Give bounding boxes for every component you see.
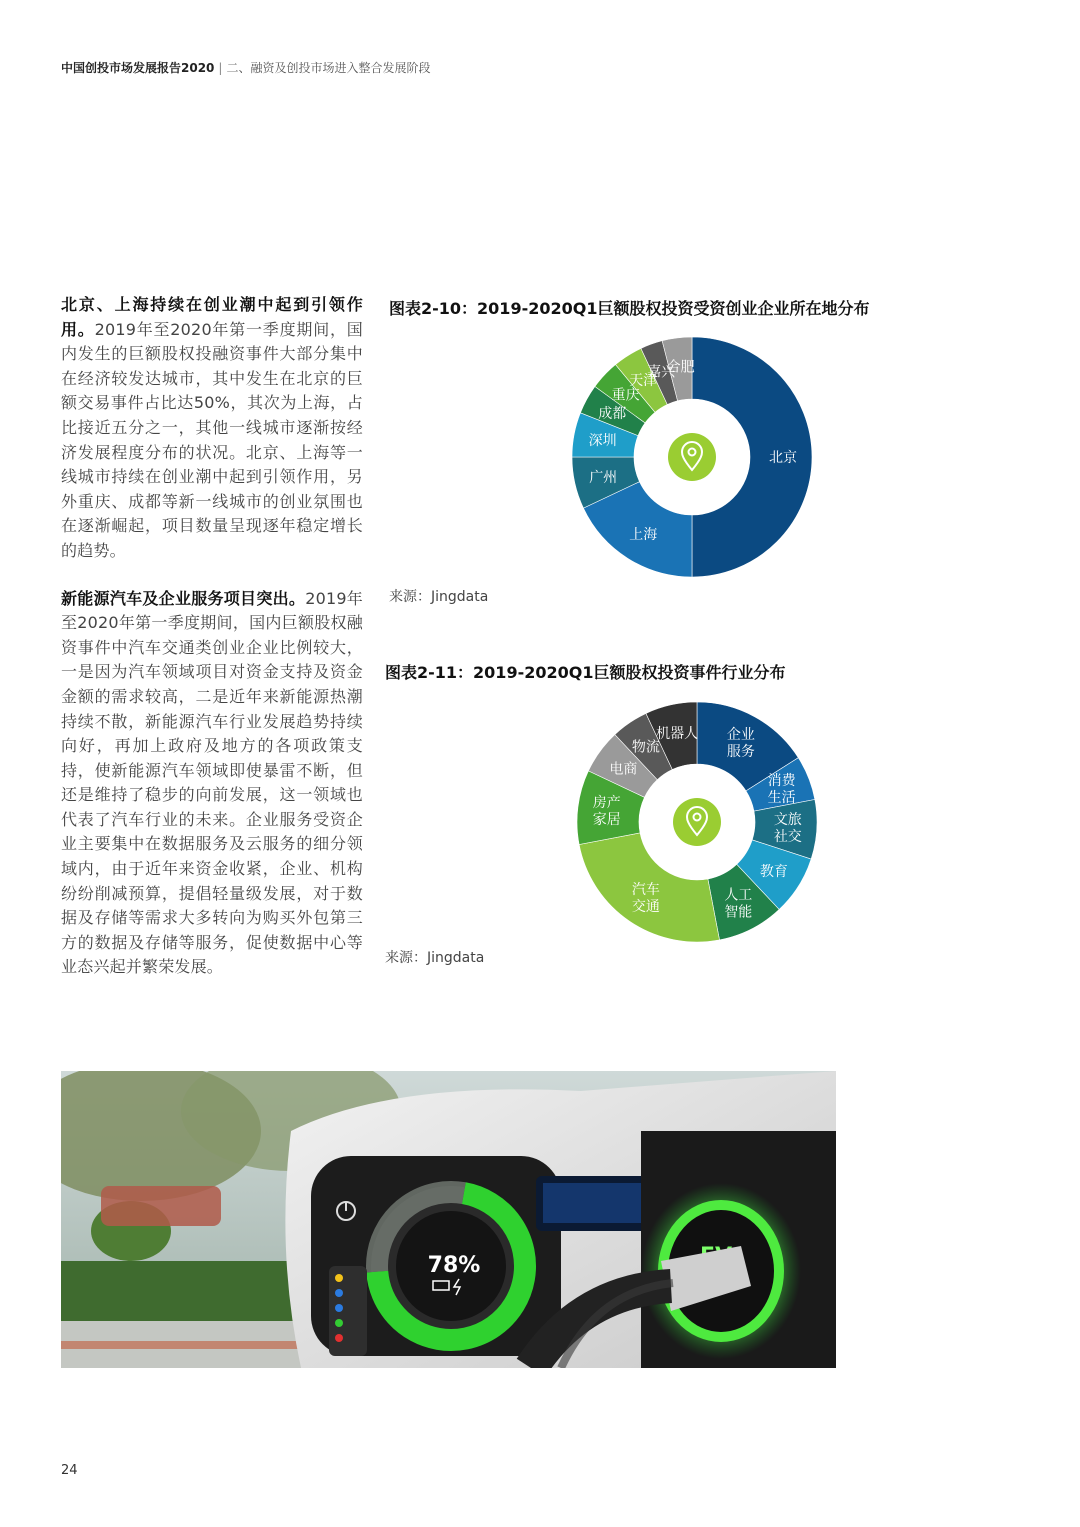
section-title: 二、融资及创投市场进入整合发展阶段 [226,61,431,75]
slice-label: 教育 [759,863,788,880]
figure-title: 图表2-11：2019-2020Q1巨额股权投资事件行业分布 [385,663,786,682]
donut-chart-location-svg [567,332,817,582]
slice-label: 成都 [598,406,627,423]
slice-label: 北京 [769,450,797,466]
slice-label: 消费生活 [767,773,796,807]
page-number: 24 [61,1463,78,1478]
slice-label: 广州 [589,469,618,486]
paragraph-cities [61,293,363,564]
paragraph-lead: 北京、上海持续在创业潮中起到引领作用。 [61,295,363,339]
slice-label: 电商 [609,761,638,778]
paragraph-body: 2019年至2020年第一季度期间，国内发生的巨额股权投融资事件大部分集中在经济较发达城市，其中发生在北京的巨额交易事件占比达50%，其次为上海，占比接近五分之一，其他一线城市逐渐按经济发展程度分布的状况。北京、上海等一线城市持续在创业潮中起到引领作用，另外重庆、成都等新一线城市的创业氛围也在逐渐崛起，项目数量呈现逐年稳定增长的趋势。 [61,319,363,560]
donut-chart-location [567,332,817,586]
ev-charging-illustration [61,1071,836,1368]
slice-label: 机器人 [656,726,699,743]
figure-source: 来源：Jingdata [389,589,489,605]
slice-label: 企业服务 [726,726,755,760]
body-text-column [61,293,363,1003]
slice-label: 房产家居 [592,795,621,829]
donut-chart-industry-svg [572,697,822,947]
header-separator: | [218,61,223,75]
gauge-percent: 78% [427,1253,481,1278]
slice-label: 深圳 [588,432,617,449]
ev-charging-photo [61,1071,836,1368]
figure-source: 来源：Jingdata [385,950,485,966]
paragraph-industries [61,587,363,981]
slice-label: 文旅社交 [773,812,802,846]
slice-label: 天津 [629,373,658,390]
location-pin-icon [673,798,721,846]
slice-label: 嘉兴 [647,364,676,381]
slice-label: 物流 [631,739,660,756]
location-pin-icon [668,433,716,481]
slice-label: 汽车交通 [631,881,660,915]
figure-title: 图表2-10：2019-2020Q1巨额股权投资受资创业企业所在地分布 [389,299,870,318]
paragraph-lead: 新能源汽车及企业服务项目突出。 [61,588,306,608]
donut-chart-industry [572,697,822,951]
paragraph-body: 2019年至2020年第一季度期间，国内巨额股权融资事件中汽车交通类创业企业比例较大，一是因为汽车领域项目对资金支持及资金金额的需求较高，二是近年来新能源热潮持续不散，新能源汽车行业发展趋势持续向好，再加上政府及地方的各项政策支持，使新能源汽车领域即使暴雷不断，但还是维持了稳步的向前发展，这一领域也代表了汽车行业的未来。企业服务受资企业主要集中在数据服务及云服务的细分领域内，由于近年来资金收紧，企业、机构纷纷削减预算，提倡轻量级发展，对于数据及存储等需求大多转向为购买外包第三方的数据及存储等服务，促使数据中心等业态兴起并繁荣发展。 [61,588,363,977]
running-header [61,59,430,76]
slice-label: 上海 [629,526,658,543]
report-title: 中国创投市场发展报告2020 [61,61,215,75]
slice-label: 人工智能 [724,887,753,921]
slice-label: 合肥 [666,359,695,376]
slice-label: 重庆 [611,387,640,404]
